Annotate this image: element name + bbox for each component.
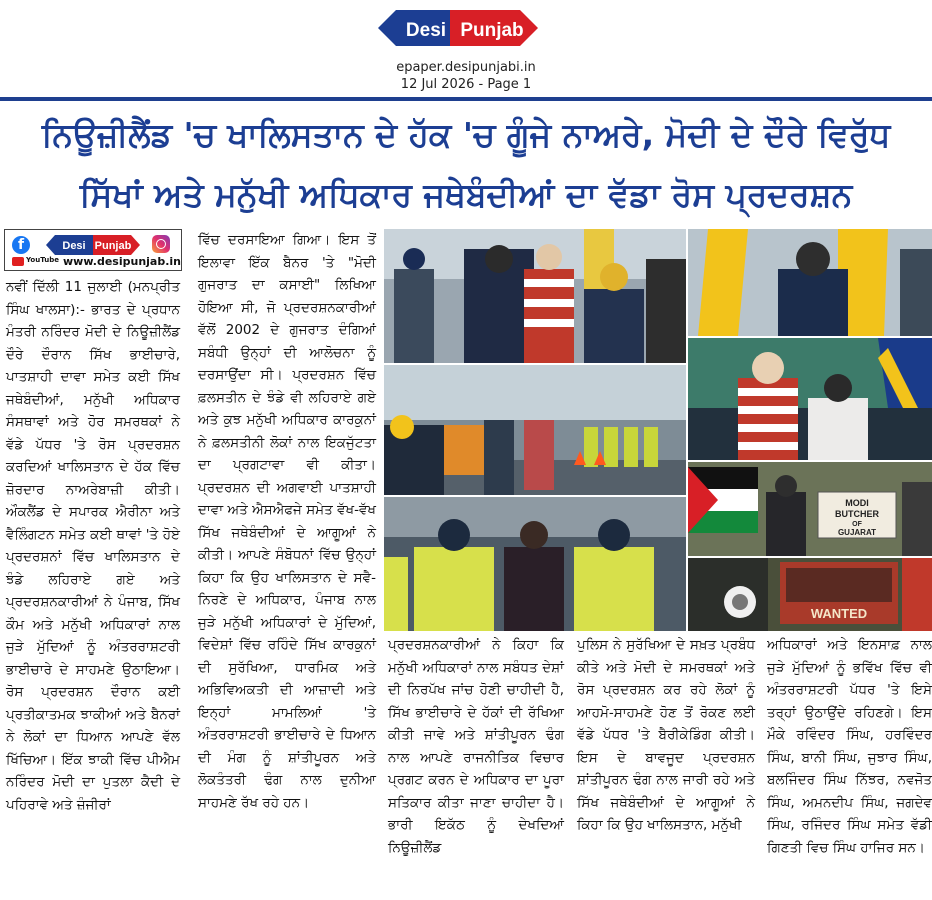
epaper-url[interactable]: epaper.desipunjabi.in: [396, 60, 536, 75]
facebook-icon[interactable]: f: [12, 236, 30, 254]
mini-logo-text-right: Punjab: [94, 240, 132, 252]
issue-date-page: 12 Jul 2026 - Page 1: [400, 77, 532, 92]
article-column-4: [577, 634, 755, 837]
sign-text-3: OF: [852, 521, 862, 528]
photo-prisoner-effigy: [688, 338, 932, 460]
website-url[interactable]: www.desipunjab.in: [63, 255, 181, 268]
photo-police-line: [384, 365, 686, 495]
article-column-3: [388, 634, 564, 859]
logo-text-left: Desi: [405, 20, 447, 41]
article-text-col-5: ਅਧਿਕਾਰਾਂ ਅਤੇ ਇਨਸਾਫ਼ ਨਾਲ ਜੁੜੇ ਮੁੱਦਿਆਂ ਨੂੰ ਭਵਿੱਖ ਵਿੱਚ ਵੀ ਅੰਤਰਰਾਸ਼ਟਰੀ ਪੱਧਰ 'ਤੇ ਇਸੇ ਤਰ੍ਹਾਂ ਉਠਾਉਂਦੇ ਰਹਿਣਗੇ। ਇਸ ਮੌਕੇ ਰਵਿੰਦਰ ਸਿੰਘ, ਹਰਵਿੰਦਰ ਸਿੰਘ, ਬਾਨੀ ਸਿੰਘ, ਜੁਝਾਰ ਸਿੰਘ, ਬਲਜਿੰਦਰ ਸਿੰਘ ਨਿੱਝਰ, ਨਵਜੋਤ ਸਿੰਘ, ਅਮਨਦੀਪ ਸਿੰਘ, ਜਗਦੇਵ ਸਿੰਘ, ਰਜਿੰਦਰ ਸਿੰਘ ਸਮੇਤ ਵੱਡੀ ਗਿਣਤੀ ਵਿਚ ਸਿੰਘ ਹਾਜਿਰ ਸਨ।: [767, 637, 932, 856]
photo-speaker-flags: [688, 229, 932, 336]
article-text-col-4: ਪੁਲਿਸ ਨੇ ਸੁਰੱਖਿਆ ਦੇ ਸਖ਼ਤ ਪ੍ਰਬੰਧ ਕੀਤੇ ਅਤੇ ਮੋਦੀ ਦੇ ਸਮਰਥਕਾਂ ਅਤੇ ਰੋਸ ਪ੍ਰਦਰਸ਼ਨ ਕਰ ਰਹੇ ਲੋਕਾਂ ਨੂੰ ਆਹਮੋ-ਸਾਹਮਣੇ ਹੋਣ ਤੋਂ ਰੋਕਣ ਲਈ ਵੱਡੇ ਪੱਧਰ 'ਤੇ ਬੈਰੀਕੇਡਿੰਗ ਕੀਤੀ। ਇਸ ਦੇ ਬਾਵਜੂਦ ਪ੍ਰਦਰਸ਼ਨ ਸ਼ਾਂਤੀਪੂਰਨ ਢੰਗ ਨਾਲ ਜਾਰੀ ਰਹੇ ਅਤੇ ਸਿੱਖ ਜਥੇਬੰਦੀਆਂ ਦੇ ਆਗੂਆਂ ਨੇ ਕਿਹਾ ਕਿ ਉਹ ਖਾਲਿਸਤਾਨ, ਮਨੁੱਖੀ: [577, 637, 755, 833]
article-column-1: [6, 276, 180, 816]
sign-text-1: MODI: [845, 498, 869, 508]
sign-text-2: BUTCHER: [835, 509, 879, 519]
social-links-box: [4, 229, 182, 271]
article-text-col-2: ਵਿੱਚ ਦਰਸਾਇਆ ਗਿਆ। ਇਸ ਤੋਂ ਇਲਾਵਾ ਇੱਕ ਬੈਨਰ 'ਤੇ "ਮੋਦੀ ਗੁਜਰਾਤ ਦਾ ਕਸਾਈ" ਲਿਖਿਆ ਹੋਇਆ ਸੀ, ਜੋ ਪ੍ਰਦਰਸ਼ਨਕਾਰੀਆਂ ਵੱਲੋਂ 2002 ਦੇ ਗੁਜਰਾਤ ਦੰਗਿਆਂ ਸਬੰਧੀ ਉਨ੍ਹਾਂ ਦੀ ਆਲੋਚਨਾ ਨੂੰ ਦਰਸਾਉਂਦਾ ਸੀ। ਪ੍ਰਦਰਸ਼ਨ ਵਿੱਚ ਫ਼ਲਸਤੀਨ ਦੇ ਝੰਡੇ ਵੀ ਲਹਿਰਾਏ ਗਏ ਅਤੇ ਕੁਝ ਮਨੁੱਖੀ ਅਧਿਕਾਰ ਕਾਰਕੁਨਾਂ ਨੇ ਫ਼ਲਸਤੀਨੀ ਲੋਕਾਂ ਨਾਲ ਇਕਜੁੱਟਤਾ ਦਾ ਪ੍ਰਗਟਾਵਾ ਵੀ ਕੀਤਾ। ਪ੍ਰਦਰਸ਼ਨ ਦੀ ਅਗਵਾਈ ਪਾਤਸ਼ਾਹੀ ਦਾਵਾ ਅਤੇ ਐਸਐਫਜੇ ਸਮੇਤ ਵੱਖ-ਵੱਖ ਸਿੱਖ ਜਥੇਬੰਦੀਆਂ ਦੇ ਆਗੂਆਂ ਨੇ ਕੀਤੀ। ਆਪਣੇ ਸੰਬੋਧਨਾਂ ਵਿੱਚ ਉਨ੍ਹਾਂ ਕਿਹਾ ਕਿ ਉਹ ਖਾਲਿਸਤਾਨ ਦੇ ਸਵੈ-ਨਿਰਣੇ ਦੇ ਅਧਿਕਾਰ, ਪੰਜਾਬ ਨਾਲ ਜੁੜੇ ਮਨੁੱਖੀ ਅਧਿਕਾਰਾਂ ਦੇ ਮੁੱਦਿਆਂ, ਵਿਦੇਸ਼ਾਂ ਵਿੱਚ ਰਹਿੰਦੇ ਸਿੱਖ ਕਾਰਕੁਨਾਂ ਦੀ ਸੁਰੱਖਿਆ, ਧਾਰਮਿਕ ਅਤੇ ਅਭਿਵਿਅਕਤੀ ਦੀ ਆਜ਼ਾਦੀ ਅਤੇ ਇਨ੍ਹਾਂ ਮਾਮਲਿਆਂ 'ਤੇ ਅੰਤਰਰਾਸ਼ਟਰੀ ਭਾਈਚਾਰੇ ਦੇ ਧਿਆਨ ਦੀ ਮੰਗ ਨੂੰ ਸ਼ਾਂਤੀਪੂਰਨ ਅਤੇ ਲੋਕਤੰਤਰੀ ਢੰਗ ਨਾਲ ਦੁਨੀਆ ਸਾਹਮਣੇ ਰੱਖ ਰਹੇ ਹਨ।: [198, 232, 376, 811]
wanted-text: WANTED: [810, 606, 868, 621]
youtube-label: YouTube: [26, 256, 59, 264]
sign-text-4: GUJARAT: [837, 528, 877, 537]
photo-wanted-poster: [688, 558, 932, 631]
photo-police-officers: [384, 497, 686, 631]
youtube-icon[interactable]: [12, 257, 24, 266]
article-column-5: [767, 634, 932, 859]
headline-line-1: ਨਿਊਜ਼ੀਲੈਂਡ 'ਚ ਖਾਲਿਸਤਾਨ ਦੇ ਹੱਕ 'ਚ ਗੂੰਜੇ ਨਾਅਰੇ, ਮੋਦੀ ਦੇ ਦੌਰੇ ਵਿਰੁੱਧ: [41, 115, 891, 154]
masthead-divider: [0, 97, 932, 101]
article-text-col-1: ਨਵੀਂ ਦਿੱਲੀ 11 ਜੁਲਾਈ (ਮਨਪ੍ਰੀਤ ਸਿੰਘ ਖਾਲਸਾ):- ਭਾਰਤ ਦੇ ਪ੍ਰਧਾਨ ਮੰਤਰੀ ਨਰਿੰਦਰ ਮੋਦੀ ਦੇ ਨਿਊਜ਼ੀਲੈਂਡ ਦੌਰੇ ਦੌਰਾਨ ਸਿੱਖ ਭਾਈਚਾਰੇ, ਪਾਤਸ਼ਾਹੀ ਦਾਵਾ ਸਮੇਤ ਕਈ ਸਿੱਖ ਜਥੇਬੰਦੀਆਂ, ਮਨੁੱਖੀ ਅਧਿਕਾਰ ਸੰਸਥਾਵਾਂ ਅਤੇ ਹੋਰ ਸਮਰਥਕਾਂ ਨੇ ਵੱਡੇ ਪੱਧਰ 'ਤੇ ਰੋਸ ਪ੍ਰਦਰਸ਼ਨ ਕਰਦਿਆਂ ਖਾਲਿਸਤਾਨ ਦੇ ਹੱਕ ਵਿੱਚ ਜ਼ੋਰਦਾਰ ਨਾਅਰੇਬਾਜ਼ੀ ਕੀਤੀ। ਔਕਲੈਂਡ ਦੇ ਸਪਾਰਕ ਐਰੀਨਾ ਅਤੇ ਵੈਲਿੰਗਟਨ ਸਮੇਤ ਕਈ ਥਾਵਾਂ 'ਤੇ ਹੋਏ ਪ੍ਰਦਰਸ਼ਨਾਂ ਵਿੱਚ ਖਾਲਿਸਤਾਨ ਦੇ ਝੰਡੇ ਲਹਿਰਾਏ ਗਏ ਅਤੇ ਪ੍ਰਦਰਸ਼ਨਕਾਰੀਆਂ ਨੇ ਪੰਜਾਬ, ਸਿੱਖ ਕੌਮ ਅਤੇ ਮਨੁੱਖੀ ਅਧਿਕਾਰਾਂ ਨਾਲ ਜੁੜੇ ਮੁੱਦਿਆਂ ਨੂੰ ਅੰਤਰਰਾਸ਼ਟਰੀ ਭਾਈਚਾਰੇ ਦੇ ਸਾਹਮਣੇ ਉਠਾਇਆ। ਰੋਸ ਪ੍ਰਦਰਸ਼ਨ ਦੌਰਾਨ ਕਈ ਪ੍ਰਤੀਕਾਤਮਕ ਝਾਕੀਆਂ ਅਤੇ ਬੈਨਰਾਂ ਨੇ ਲੋਕਾਂ ਦਾ ਧਿਆਨ ਆਪਣੇ ਵੱਲ ਖਿੱਚਿਆ। ਇੱਕ ਝਾਕੀ ਵਿੱਚ ਪੀਐਮ ਨਰਿੰਦਰ ਮੋਦੀ ਦਾ ਪੁਤਲਾ ਕੈਦੀ ਦੇ ਪਹਿਰਾਵੇ ਅਤੇ ਜ਼ੰਜੀਰਾਂ: [6, 279, 180, 813]
photo-flags-sign: [688, 462, 932, 556]
logo-text-right: Punjab: [460, 20, 524, 41]
mini-desi-punjab-logo: [45, 234, 141, 256]
headline-line-2: ਸਿੱਖਾਂ ਅਤੇ ਮਨੁੱਖੀ ਅਧਿਕਾਰ ਜਥੇਬੰਦੀਆਂ ਦਾ ਵੱਡਾ ਰੋਸ ਪ੍ਰਦਰਸ਼ਨ: [79, 175, 853, 214]
instagram-icon[interactable]: [152, 235, 170, 253]
photo-protest-effigy: [384, 229, 686, 363]
article-column-2: [198, 229, 376, 814]
masthead: [0, 0, 932, 100]
desi-punjab-logo[interactable]: [376, 6, 540, 50]
mini-logo-text-left: Desi: [62, 240, 86, 252]
article-text-col-3: ਪ੍ਰਦਰਸ਼ਨਕਾਰੀਆਂ ਨੇ ਕਿਹਾ ਕਿ ਮਨੁੱਖੀ ਅਧਿਕਾਰਾਂ ਨਾਲ ਸਬੰਧਤ ਦੇਸ਼ਾਂ ਦੀ ਨਿਰਪੱਖ ਜਾਂਚ ਹੋਣੀ ਚਾਹੀਦੀ ਹੈ, ਸਿੱਖ ਭਾਈਚਾਰੇ ਦੇ ਹੱਕਾਂ ਦੀ ਰੱਖਿਆ ਕੀਤੀ ਜਾਵੇ ਅਤੇ ਸ਼ਾਂਤੀਪੂਰਨ ਢੰਗ ਨਾਲ ਆਪਣੇ ਰਾਜਨੀਤਿਕ ਵਿਚਾਰ ਪ੍ਰਗਟ ਕਰਨ ਦੇ ਅਧਿਕਾਰ ਦਾ ਪੂਰਾ ਸਤਿਕਾਰ ਕੀਤਾ ਜਾਣਾ ਚਾਹੀਦਾ ਹੈ। ਭਾਰੀ ਇਕੱਠ ਨੂੰ ਦੇਖਦਿਆਂ ਨਿਊਜ਼ੀਲੈਂਡ: [388, 637, 564, 856]
